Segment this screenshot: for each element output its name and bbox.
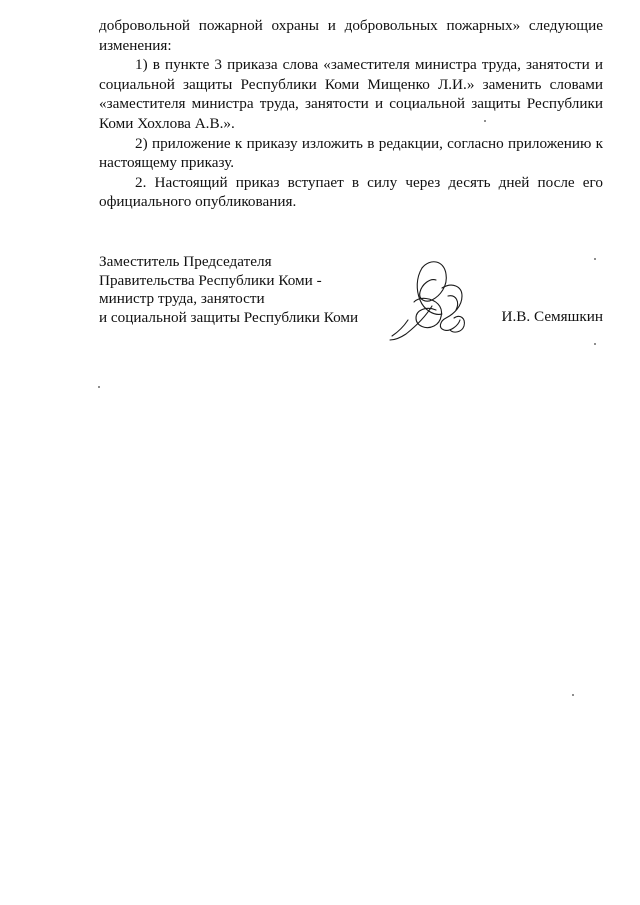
signatory-title-block <box>99 253 379 327</box>
paragraph-effective-date: 2. Настоящий приказ вступает в силу через десять дней после его официального опубликования. <box>99 173 603 211</box>
scan-speck <box>484 120 486 122</box>
paragraph-item-2: 2) приложение к приказу изложить в редакции, согласно приложению к настоящему приказу. <box>99 134 603 172</box>
signatory-title-line: министр труда, занятости <box>99 290 265 307</box>
signatory-name: И.В. Семяшкин <box>501 308 603 325</box>
signatory-title-line: Правительства Республики Коми - <box>99 271 322 289</box>
signatory-title-line: и социальной защиты Республики Коми <box>99 308 359 326</box>
scan-speck <box>98 386 100 388</box>
paragraph-item-1: 1) в пункте 3 приказа слова «заместителя министра труда, занятости и социальной защиты Республики Коми Мищенко Л.И.» заменить словами «заместителя министра труда, занятости и социальной защиты Республики Коми Хохлова А.В.». <box>99 56 603 132</box>
paragraph-intro: добровольной пожарной охраны и добровольных пожарных» следующие изменения: <box>99 17 603 54</box>
document-body <box>99 16 603 212</box>
signatory-title-line: Заместитель Председателя <box>99 253 272 270</box>
scan-speck <box>594 343 596 345</box>
scan-speck <box>572 694 574 696</box>
scan-speck <box>594 258 596 260</box>
handwritten-signature-icon <box>386 256 476 346</box>
